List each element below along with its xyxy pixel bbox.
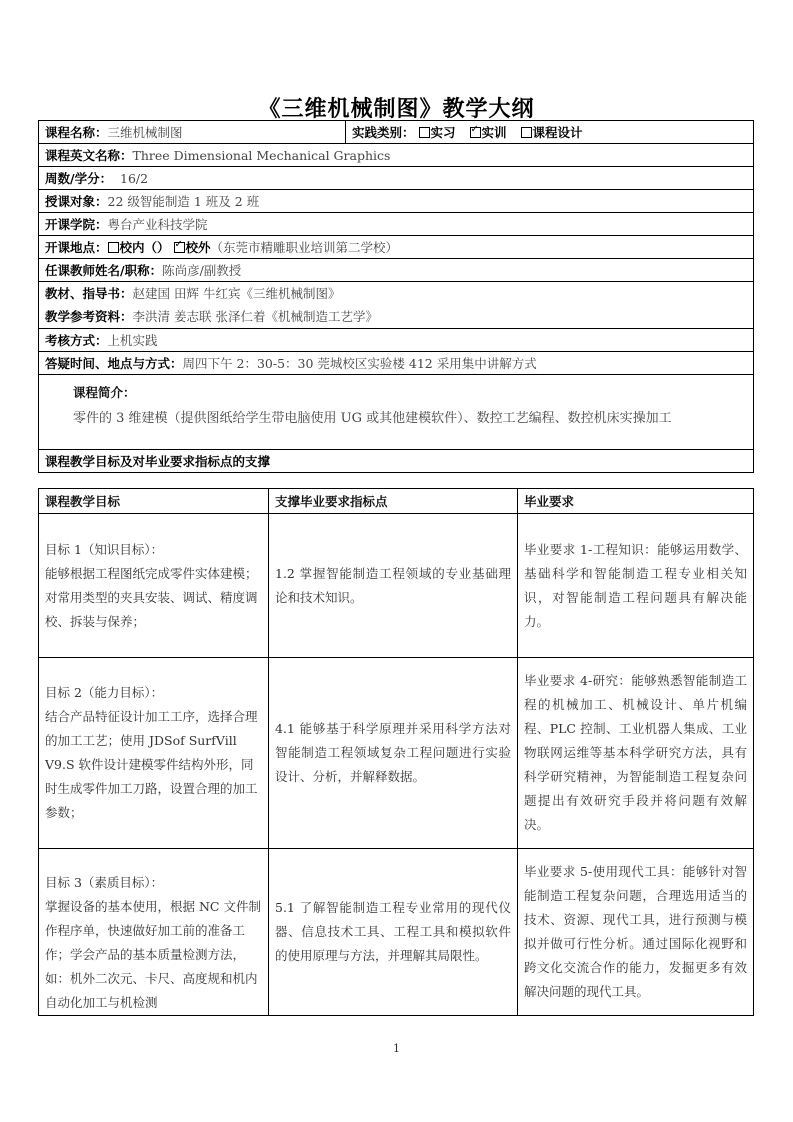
- header-goal: 课程教学目标: [39, 489, 269, 514]
- weeks-credits-label: 周数/学分：: [45, 171, 113, 186]
- objectives-table: [38, 488, 754, 1016]
- checkbox-unchecked-icon: [419, 127, 430, 138]
- objectives-section-title: 课程教学目标及对毕业要求指标点的支撑: [39, 450, 754, 473]
- course-name-cell: [39, 121, 346, 144]
- course-info-table: [38, 120, 754, 473]
- indicator-cell: 1.2 掌握智能制造工程领域的专业基础理论和技术知识。: [269, 514, 518, 658]
- english-name-value: Three Dimensional Mechanical Graphics: [132, 148, 391, 163]
- practice-option-internship: 实习: [419, 125, 456, 140]
- header-requirement: 毕业要求: [518, 489, 754, 514]
- location-off-campus: ✓ 校外: [174, 240, 211, 255]
- practice-type-cell: [346, 121, 754, 144]
- qa-value: 周四下午 2：30-5：30 莞城校区实验楼 412 采用集中讲解方式: [182, 356, 537, 371]
- row-qa: [39, 352, 754, 375]
- row-teacher: [39, 259, 754, 282]
- intro-heading: 课程简介：: [73, 385, 136, 400]
- row-english-name: [39, 144, 754, 167]
- location-value: （东莞市精雕职业培训第二学校）: [210, 240, 399, 255]
- qa-label: 答疑时间、地点与方式：: [45, 356, 183, 371]
- table-row: [39, 658, 754, 849]
- requirement-cell: 毕业要求 5-使用现代工具：能够针对智能制造工程复杂问题，合理选用适当的技术、资源、现代工具，进行预测与模拟并做可行性分析。通过国际化视野和跨文化交流合作的能力，发掘更多有效解决问题的现代工具。: [518, 849, 754, 1016]
- row-college: [39, 213, 754, 236]
- objectives-header-row: [39, 489, 754, 514]
- goal-body: 能够根据工程图纸完成零件实体建模；对常用类型的夹具安装、调试、精度调校、拆装与保养；: [45, 565, 258, 629]
- weeks-credits-value: 16/2: [120, 171, 149, 186]
- teacher-label: 任课教师姓名/职称：: [45, 263, 163, 278]
- checkbox-checked-icon: [470, 127, 481, 138]
- requirement-cell: 毕业要求 1-工程知识：能够运用数学、基础科学和智能制造工程专业相关知识，对智能制造工程问题具有解决能力。: [518, 514, 754, 658]
- english-name-label: 课程英文名称：: [45, 148, 133, 163]
- location-on-campus: 校内（）: [108, 240, 170, 255]
- header-indicator: 支撑毕业要求指标点: [269, 489, 518, 514]
- row-course-name: [39, 121, 754, 144]
- table-row: [39, 849, 754, 1016]
- row-textbooks: [39, 282, 754, 329]
- checkbox-checked-icon: [174, 242, 185, 253]
- location-label: 开课地点：: [45, 240, 108, 255]
- practice-type-label: 实践类别：: [352, 125, 415, 140]
- assessment-value: 上机实践: [107, 333, 158, 348]
- indicator-cell: 4.1 能够基于科学原理并采用科学方法对智能制造工程领域复杂工程问题进行实验设计、分析，并解释数据。: [269, 658, 518, 849]
- goal-title: 目标 1（知识目标）：: [45, 541, 164, 557]
- teacher-value: 陈尚彦/副教授: [162, 263, 242, 278]
- row-assessment: [39, 329, 754, 352]
- practice-option-training: ✓ 实训: [470, 125, 507, 140]
- goal-body: 结合产品特征设计加工工序，选择合理的加工工艺；使用 JDSof SurfVill V9.S 软件设计建模零件结构外形，同时生成零件加工刀路，设置合理的加工参数；: [45, 709, 258, 820]
- table-row: [39, 514, 754, 658]
- course-name-label: 课程名称：: [45, 125, 108, 140]
- textbook-value: 赵建国 田辉 牛红宾《三维机械制图》: [132, 286, 341, 301]
- college-label: 开课学院：: [45, 217, 108, 232]
- indicator-cell: 5.1 了解智能制造工程专业常用的现代仪器、信息技术工具、工程工具和模拟软件的使用原理与方法，并理解其局限性。: [269, 849, 518, 1016]
- page-number: 1: [393, 1042, 400, 1055]
- goal-body: 掌握设备的基本使用，根据 NC 文件制作程序单，快速做好加工前的准备工作；学会产品的基本质量检测方法，如：机外二次元、卡尺、高度规和机内自动化加工与机检测: [45, 899, 261, 1010]
- row-audience: [39, 190, 754, 213]
- course-name-value: 三维机械制图: [107, 125, 183, 140]
- college-value: 粤台产业科技学院: [107, 217, 208, 232]
- row-location: [39, 236, 754, 259]
- row-weeks-credits: [39, 167, 754, 190]
- row-objectives-title: [39, 450, 754, 473]
- document-title: 《三维机械制图》教学大纲: [258, 97, 535, 122]
- checkbox-unchecked-icon: [521, 127, 532, 138]
- goal-title: 目标 3（素质目标）：: [45, 875, 164, 890]
- requirement-cell: 毕业要求 4-研究：能够熟悉智能制造工程的机械加工、机械设计、单片机编程、PLC 控制、工业机器人集成、工业物联网运维等基本科学研究方法，具有科学研究精神，为智能制造工程复杂问题提出有效研究手段并将问题有效解决。: [518, 658, 754, 849]
- checkbox-unchecked-icon: [108, 242, 119, 253]
- practice-option-course-design: 课程设计: [521, 125, 583, 140]
- textbook-label: 教材、指导书：: [45, 286, 133, 301]
- audience-label: 授课对象：: [45, 194, 108, 209]
- references-value: 李洪清 姜志联 张泽仁着《机械制造工艺学》: [132, 309, 378, 324]
- row-intro: [39, 375, 754, 450]
- references-label: 教学参考资料：: [45, 309, 133, 324]
- intro-body: 零件的 3 维建模（提供图纸给学生带电脑使用 UG 或其他建模软件）、数控工艺编程、数控机床实操加工: [73, 411, 672, 426]
- goal-title: 目标 2（能力目标）：: [45, 685, 164, 700]
- audience-value: 22 级智能制造 1 班及 2 班: [107, 194, 260, 209]
- assessment-label: 考核方式：: [45, 333, 108, 348]
